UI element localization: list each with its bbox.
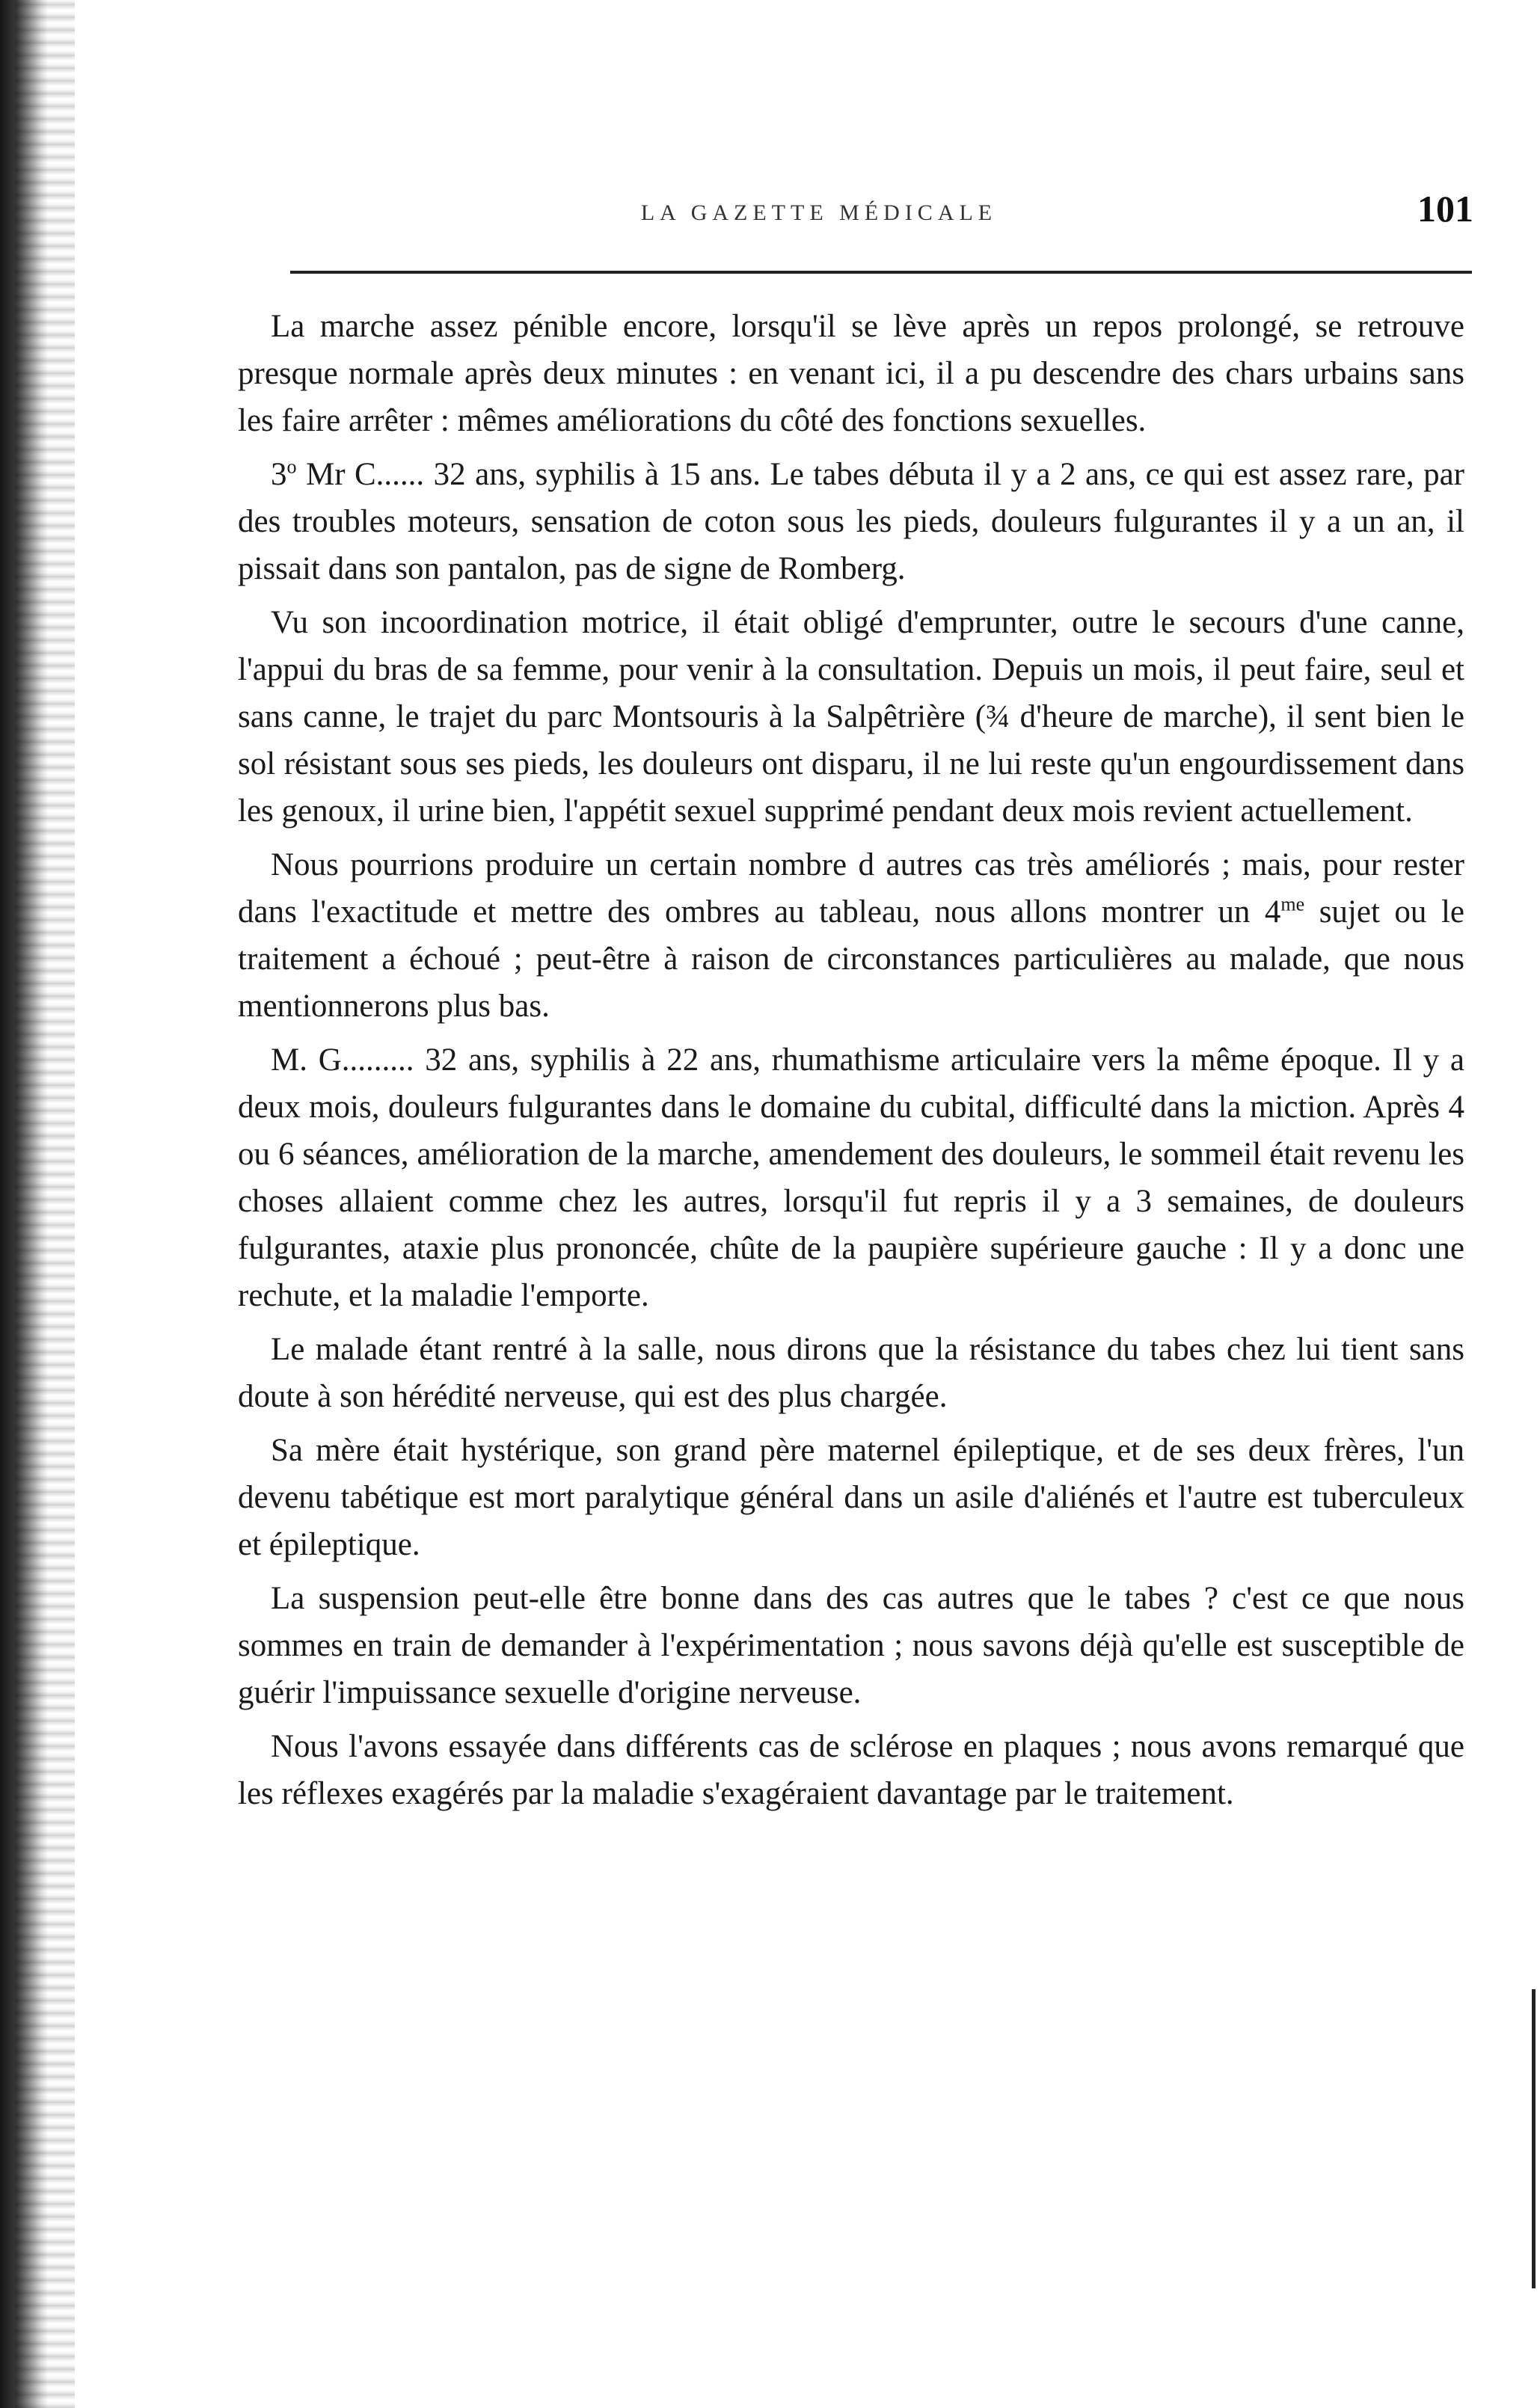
paragraph-text: Vu son incoordination motrice, il était obligé d'emprunter, outre le secours d'une canne, l'appui du bras de sa femme, pour venir à la consultation. Depuis un mois, il peut faire, seul et sans canne, le trajet du parc Montsouris à la Salpêtrière (¾ d'heure de marche), il sent bien le sol résistant sous ses pieds, les douleurs ont disparu, il ne lui reste qu'un engourdissement dans les genoux, il urine bien, l'appétit sexuel supprimé pendant deux mois revient actuellement.: [238, 605, 1464, 829]
paragraph-text: Nous l'avons essayée dans différents cas de sclérose en plaques ; nous avons remarqué que les réflexes exagérés par la maladie s'exagéraient davantage par le traitement.: [238, 1729, 1464, 1811]
running-head: [247, 187, 1473, 239]
paragraph: [238, 841, 1464, 1030]
scan-margin-mark: [1532, 1989, 1536, 2288]
paragraph: [238, 1036, 1464, 1319]
paragraph-lead: 3: [271, 457, 287, 492]
paragraph: [238, 1723, 1464, 1817]
body-text: [238, 303, 1464, 1824]
paragraph: [238, 1326, 1464, 1420]
paragraph-text: Mr C...... 32 ans, syphilis à 15 ans. Le tabes débuta il y a 2 ans, ce qui est assez rare, par des troubles moteurs, sensation de coton sous les pieds, douleurs fulgurantes il y a un an, il pissait dans son pantalon, pas de signe de Romberg.: [238, 457, 1464, 586]
paragraph: [238, 303, 1464, 444]
page-number: 101: [1417, 188, 1473, 230]
paragraph: [238, 1427, 1464, 1568]
header-rule: [290, 271, 1472, 274]
paragraph-text: La suspension peut-elle être bonne dans des cas autres que le tabes ? c'est ce que nous sommes en train de demander à l'expérimentation ; nous savons déjà qu'elle est susceptible de guérir l'impuissance sexuelle d'origine nerveuse.: [238, 1581, 1464, 1710]
paragraph: [238, 1575, 1464, 1716]
paragraph-text: La marche assez pénible encore, lorsqu'il se lève après un repos prolongé, se retrouve presque normale après deux minutes : en venant ici, il a pu descendre des chars urbains sans les faire arrêter : mêmes améliorations du côté des fonctions sexuelles.: [238, 309, 1464, 438]
paragraph: [238, 451, 1464, 592]
paragraph-text: Sa mère était hystérique, son grand père maternel épileptique, et de ses deux frères, l'un devenu tabétique est mort paralytique général dans un asile d'aliénés et l'autre est tuberculeux et épileptique.: [238, 1433, 1464, 1562]
paragraph: [238, 599, 1464, 835]
paragraph-text: Le malade étant rentré à la salle, nous dirons que la résistance du tabes chez lui tient sans doute à son hérédité nerveuse, qui est des plus chargée.: [238, 1332, 1464, 1414]
paragraph-lead: Nous pourrions produire un certain nombre d autres cas très améliorés ; mais, pour rester dans l'exactitude et mettre des ombres au tableau, nous allons montrer un 4: [238, 847, 1464, 930]
paragraph-text: sujet ou le traitement a échoué ; peut-être à raison de circonstances particulières au malade, que nous mentionnerons plus bas.: [238, 894, 1464, 1024]
ordinal-superscript: me: [1280, 893, 1305, 915]
ordinal-superscript: o: [286, 455, 297, 478]
paragraph-text: M. G......... 32 ans, syphilis à 22 ans, rhumathisme articulaire vers la même époque. Il y a deux mois, douleurs fulgurantes dans le domaine du cubital, difficulté dans la miction. Après 4 ou 6 séances, amélioration de la marche, amendement des douleurs, le sommeil était revenu les choses allaient comme chez les autres, lorsqu'il fut repris il y a 3 semaines, de douleurs fulgurantes, ataxie plus prononcée, chûte de la paupière supérieure gauche : Il y a donc une rechute, et la maladie l'emporte.: [238, 1042, 1464, 1313]
scan-gutter-shadow: [15, 0, 75, 2408]
running-title: LA GAZETTE MÉDICALE: [640, 200, 998, 225]
